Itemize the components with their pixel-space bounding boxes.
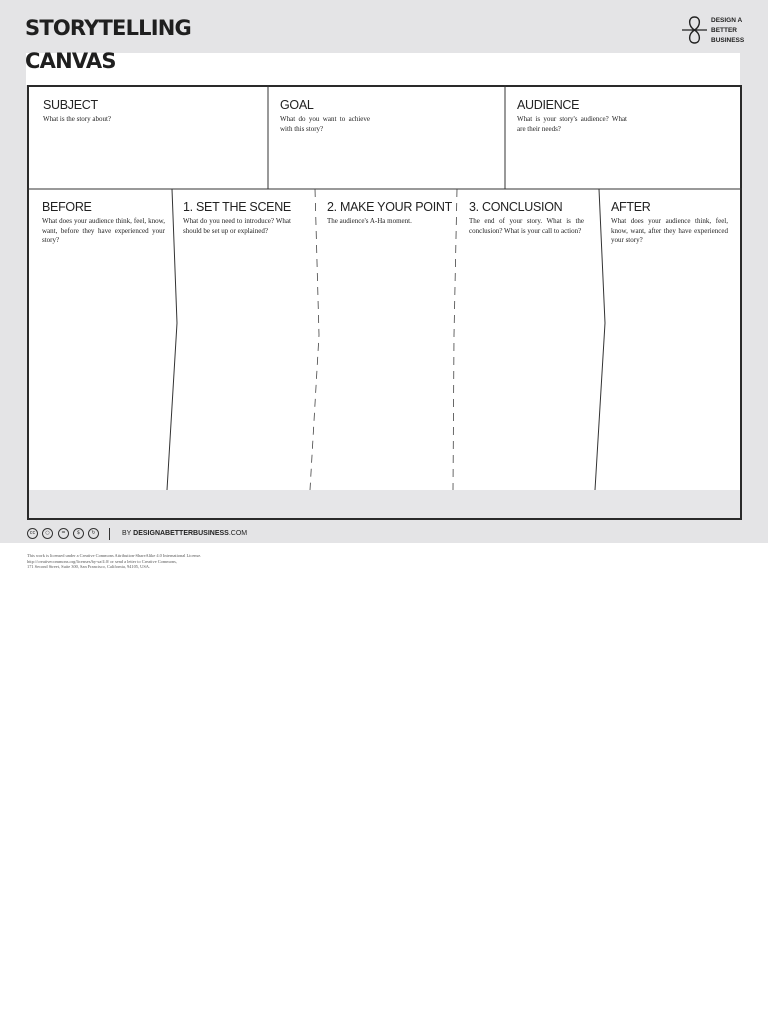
footer-by-prefix: BY [122, 530, 134, 537]
logo-text [711, 16, 744, 46]
goal-cell [280, 98, 370, 134]
conclusion-desc: The end of your story. What is the conclusion? What is your call to action? [469, 217, 584, 235]
storytelling-canvas [27, 85, 742, 520]
page-title [25, 12, 191, 78]
subject-desc: What is the story about? [43, 115, 112, 123]
subject-title: SUBJECT [43, 98, 98, 112]
make-your-point-title: 2. MAKE YOUR POINT [327, 200, 452, 214]
footer-brand: DESIGNABETTERBUSINESS [133, 530, 229, 537]
audience-title: AUDIENCE [517, 98, 580, 112]
goal-desc: What do you want to achieve with this story? [280, 115, 370, 133]
set-the-scene-desc: What do you need to introduce? What should be set up or explained? [183, 217, 291, 235]
after-divider [595, 189, 605, 490]
equal-icon: = [58, 528, 69, 539]
license-link[interactable]: http://creativecommons.org/licenses/by-sa/4.0/ or send a letter to Creative Commons, [27, 558, 177, 564]
footer-divider [109, 528, 110, 540]
canvas-grid-lines [27, 85, 742, 520]
after-title: AFTER [611, 200, 651, 214]
logo-line-1: DESIGN A [711, 17, 743, 24]
infinity-logo-icon [680, 14, 710, 44]
before-desc: What does your audience think, feel, know, want, before they have experienced your story? [42, 217, 165, 244]
make-your-point-desc: The audience's A-Ha moment. [327, 217, 412, 225]
footer-suffix: .COM [228, 530, 248, 537]
after-desc: What does your audience think, feel, know, want, after they have experienced your story? [611, 217, 728, 244]
point-divider [453, 189, 457, 490]
scene-divider [310, 189, 319, 490]
title-line-1: STORYTELLING [25, 16, 191, 40]
nc-icon: $ [73, 528, 84, 539]
license-text [27, 553, 201, 570]
license-line-1: This work is licensed under a Creative Commons Attribution-ShareAlike 4.0 International License. [27, 553, 202, 558]
audience-cell [517, 98, 627, 134]
cc-icon: cc [27, 528, 38, 539]
make-your-point-cell [327, 200, 452, 227]
footer-website-link[interactable] [122, 530, 247, 537]
design-a-better-business-logo [680, 12, 750, 48]
conclusion-title: 3. CONCLUSION [469, 200, 563, 214]
conclusion-cell [469, 200, 584, 236]
before-divider [167, 189, 177, 490]
license-line-3: 171 Second Street, Suite 300, San Francisco, California, 94105, USA. [27, 564, 151, 569]
logo-line-2: BETTER [711, 27, 737, 34]
logo-line-3: BUSINESS [711, 37, 745, 44]
footer-credits [27, 528, 327, 542]
title-line-2: CANVAS [25, 49, 116, 73]
audience-desc: What is your story's audience? What are their needs? [517, 115, 627, 133]
by-icon: ○ [42, 528, 53, 539]
set-the-scene-title: 1. SET THE SCENE [183, 200, 291, 214]
goal-title: GOAL [280, 98, 314, 112]
before-title: BEFORE [42, 200, 92, 214]
after-cell [611, 200, 728, 246]
sa-icon: ↻ [88, 528, 99, 539]
subject-cell [43, 98, 253, 125]
set-the-scene-cell [183, 200, 291, 236]
before-cell [42, 200, 165, 246]
